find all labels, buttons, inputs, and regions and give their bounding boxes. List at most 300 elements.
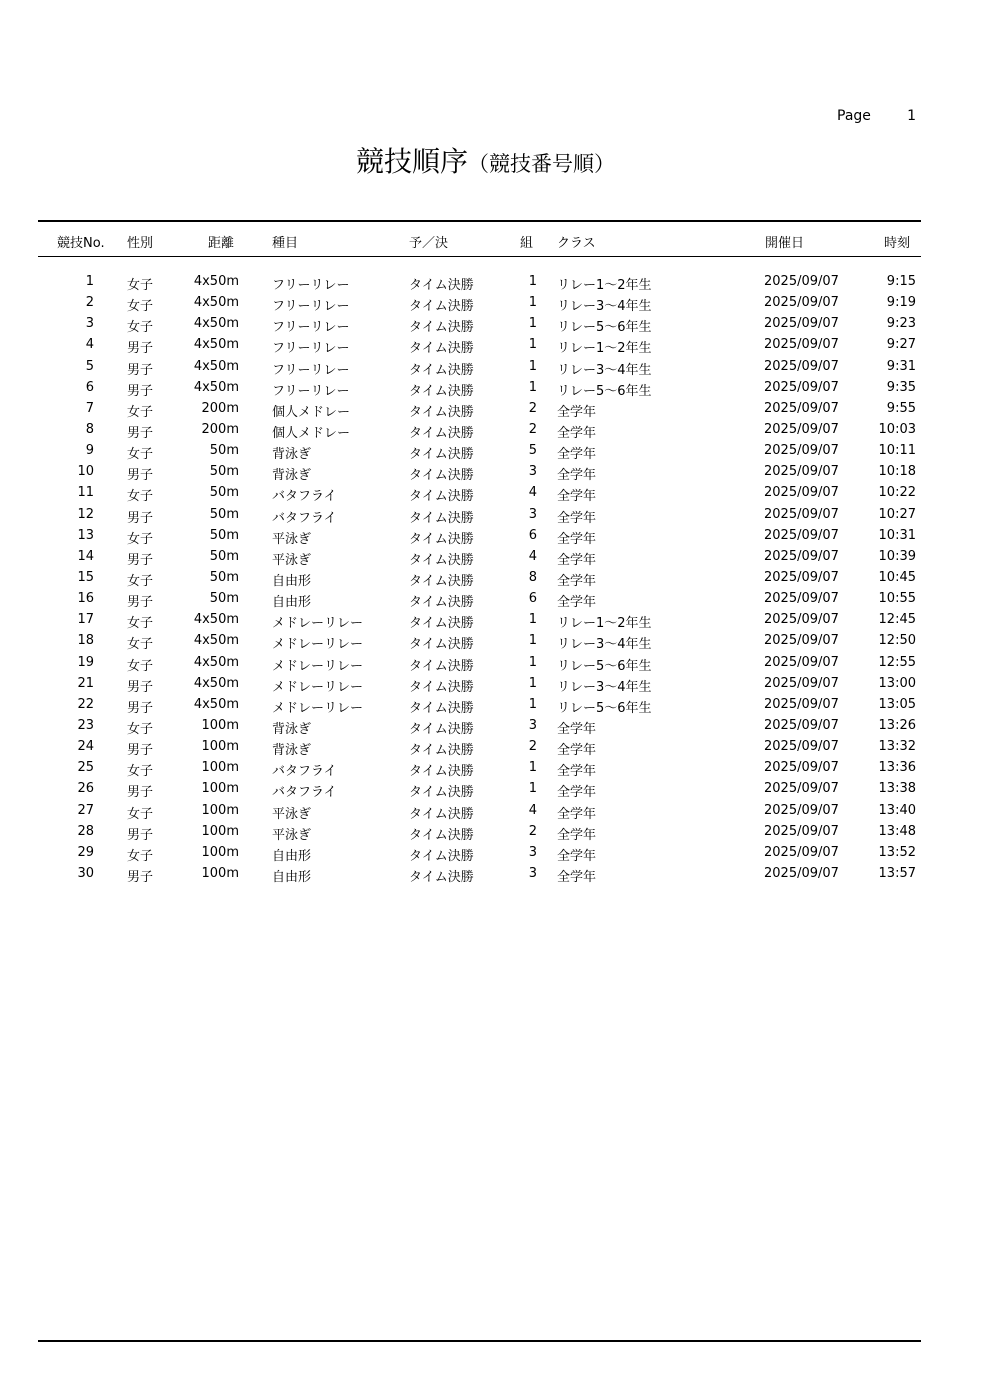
cell-class: リレー3～4年生: [557, 679, 652, 695]
cell-event-name: 平泳ぎ: [272, 827, 312, 843]
cell-distance: 200m: [201, 421, 239, 437]
cell-round: タイム決勝: [409, 573, 474, 589]
cell-class: 全学年: [557, 404, 597, 420]
cell-distance: 100m: [201, 739, 239, 755]
cell-class: リレー5～6年生: [557, 320, 652, 336]
cell-round: タイム決勝: [409, 827, 474, 843]
cell-event-name: フリーリレー: [272, 299, 350, 315]
cell-gender: 女子: [127, 489, 154, 505]
cell-event-name: バタフライ: [272, 489, 337, 505]
cell-start-time: 12:55: [878, 654, 916, 670]
cell-event-no: 3: [85, 316, 94, 332]
cell-gender: 男子: [127, 827, 154, 843]
column-header-no: 競技No.: [57, 236, 105, 251]
cell-heats: 4: [528, 802, 537, 818]
table-row: [0, 335, 989, 356]
cell-gender: 男子: [127, 869, 154, 885]
cell-event-no: 21: [77, 675, 94, 691]
cell-date: 2025/09/07: [764, 865, 839, 881]
cell-gender: 男子: [127, 552, 154, 568]
cell-gender: 女子: [127, 658, 154, 674]
table-row: [0, 737, 989, 758]
cell-gender: 女子: [127, 404, 154, 420]
cell-distance: 4x50m: [193, 696, 239, 712]
table-row: [0, 547, 989, 568]
column-header-distance: 距離: [208, 236, 235, 251]
cell-gender: 女子: [127, 806, 154, 822]
cell-start-time: 9:35: [886, 379, 916, 395]
cell-round: タイム決勝: [409, 404, 474, 420]
cell-class: 全学年: [557, 510, 597, 526]
cell-class: 全学年: [557, 721, 597, 737]
cell-event-no: 18: [77, 633, 94, 649]
cell-event-name: フリーリレー: [272, 341, 350, 357]
table-row: [0, 843, 989, 864]
cell-start-time: 13:32: [878, 739, 916, 755]
cell-distance: 4x50m: [193, 675, 239, 691]
cell-class: 全学年: [557, 447, 597, 463]
cell-round: タイム決勝: [409, 362, 474, 378]
cell-start-time: 10:45: [878, 569, 916, 585]
cell-round: タイム決勝: [409, 658, 474, 674]
cell-start-time: 9:23: [886, 316, 916, 332]
cell-event-name: メドレーリレー: [272, 637, 364, 653]
cell-round: タイム決勝: [409, 637, 474, 653]
cell-heats: 2: [528, 421, 537, 437]
cell-date: 2025/09/07: [764, 633, 839, 649]
cell-round: タイム決勝: [409, 425, 474, 441]
table-row: [0, 483, 989, 504]
cell-date: 2025/09/07: [764, 443, 839, 459]
cell-start-time: 10:22: [878, 485, 916, 501]
cell-event-no: 4: [85, 337, 94, 353]
cell-date: 2025/09/07: [764, 379, 839, 395]
cell-gender: 男子: [127, 595, 154, 611]
cell-gender: 女子: [127, 637, 154, 653]
cell-round: タイム決勝: [409, 278, 474, 293]
cell-event-no: 7: [85, 400, 94, 416]
cell-start-time: 9:19: [886, 295, 916, 311]
table-row: [0, 801, 989, 822]
cell-distance: 4x50m: [193, 358, 239, 374]
cell-start-time: 9:31: [886, 358, 916, 374]
cell-event-name: 個人メドレー: [272, 404, 351, 420]
cell-gender: 女子: [127, 299, 154, 315]
cell-heats: 6: [528, 591, 537, 607]
cell-class: リレー3～4年生: [557, 299, 652, 315]
cell-heats: 2: [528, 400, 537, 416]
cell-start-time: 10:31: [878, 527, 916, 543]
cell-distance: 4x50m: [193, 337, 239, 353]
cell-round: タイム決勝: [409, 616, 474, 632]
cell-start-time: 9:55: [886, 400, 916, 416]
cell-gender: 男子: [127, 510, 154, 526]
cell-date: 2025/09/07: [764, 274, 839, 289]
table-row: [0, 822, 989, 843]
footer-rule: [38, 1340, 921, 1342]
cell-heats: 8: [528, 569, 537, 585]
cell-event-name: 自由形: [272, 848, 312, 864]
table-row: [0, 864, 989, 885]
cell-heats: 4: [528, 485, 537, 501]
cell-start-time: 10:55: [878, 591, 916, 607]
cell-heats: 1: [528, 274, 537, 289]
cell-round: タイム決勝: [409, 552, 474, 568]
cell-event-no: 15: [77, 569, 94, 585]
cell-round: タイム決勝: [409, 785, 474, 801]
cell-distance: 4x50m: [193, 654, 239, 670]
cell-event-name: 自由形: [272, 573, 312, 589]
cell-event-no: 6: [85, 379, 94, 395]
cell-distance: 100m: [201, 823, 239, 839]
cell-date: 2025/09/07: [764, 781, 839, 797]
table-row: [0, 293, 989, 314]
cell-gender: 男子: [127, 468, 154, 484]
cell-date: 2025/09/07: [764, 675, 839, 691]
cell-gender: 男子: [127, 700, 154, 716]
cell-start-time: 13:57: [878, 865, 916, 881]
cell-date: 2025/09/07: [764, 485, 839, 501]
cell-gender: 男子: [127, 341, 154, 357]
table-row: [0, 758, 989, 779]
cell-date: 2025/09/07: [764, 527, 839, 543]
cell-start-time: 13:36: [878, 760, 916, 776]
cell-start-time: 13:05: [878, 696, 916, 712]
cell-gender: 男子: [127, 785, 154, 801]
cell-event-no: 12: [77, 506, 94, 522]
cell-heats: 1: [528, 379, 537, 395]
table-row: [0, 526, 989, 547]
table-row: [0, 589, 989, 610]
cell-round: タイム決勝: [409, 489, 474, 505]
cell-distance: 4x50m: [193, 274, 239, 289]
cell-date: 2025/09/07: [764, 464, 839, 480]
cell-start-time: 10:11: [878, 443, 916, 459]
cell-round: タイム決勝: [409, 764, 474, 780]
cell-gender: 女子: [127, 616, 154, 632]
cell-start-time: 12:50: [878, 633, 916, 649]
cell-event-name: 自由形: [272, 595, 312, 611]
table-row: [0, 653, 989, 674]
table-row: [0, 631, 989, 652]
cell-event-no: 19: [77, 654, 94, 670]
cell-heats: 1: [528, 337, 537, 353]
cell-event-name: メドレーリレー: [272, 658, 364, 674]
cell-distance: 100m: [201, 865, 239, 881]
page-label: Page: [837, 108, 871, 124]
cell-heats: 1: [528, 760, 537, 776]
table-row: [0, 378, 989, 399]
cell-start-time: 9:27: [886, 337, 916, 353]
cell-gender: 女子: [127, 764, 154, 780]
cell-event-no: 10: [77, 464, 94, 480]
table-row: [0, 314, 989, 335]
cell-event-no: 2: [85, 295, 94, 311]
cell-event-no: 29: [77, 844, 94, 860]
cell-distance: 100m: [201, 802, 239, 818]
cell-distance: 4x50m: [193, 633, 239, 649]
cell-date: 2025/09/07: [764, 569, 839, 585]
cell-date: 2025/09/07: [764, 612, 839, 628]
cell-start-time: 9:15: [886, 274, 916, 289]
column-header-round: 予／決: [409, 236, 449, 251]
cell-event-name: 自由形: [272, 869, 312, 885]
cell-gender: 女子: [127, 278, 154, 293]
cell-event-name: フリーリレー: [272, 383, 350, 399]
cell-class: リレー1～2年生: [557, 616, 652, 632]
cell-date: 2025/09/07: [764, 739, 839, 755]
cell-distance: 100m: [201, 781, 239, 797]
cell-gender: 女子: [127, 721, 154, 737]
cell-date: 2025/09/07: [764, 358, 839, 374]
cell-start-time: 10:03: [878, 421, 916, 437]
page-title: [356, 140, 615, 180]
cell-event-no: 17: [77, 612, 94, 628]
cell-event-name: フリーリレー: [272, 362, 350, 378]
cell-distance: 4x50m: [193, 612, 239, 628]
column-header-heats: 組: [520, 236, 534, 251]
table-row: [0, 505, 989, 526]
cell-class: 全学年: [557, 425, 597, 441]
cell-gender: 男子: [127, 743, 154, 759]
cell-date: 2025/09/07: [764, 591, 839, 607]
cell-heats: 3: [528, 844, 537, 860]
cell-date: 2025/09/07: [764, 696, 839, 712]
cell-date: 2025/09/07: [764, 421, 839, 437]
cell-gender: 男子: [127, 679, 154, 695]
cell-gender: 女子: [127, 531, 154, 547]
table-row: [0, 674, 989, 695]
table-row: [0, 695, 989, 716]
cell-heats: 3: [528, 865, 537, 881]
cell-round: タイム決勝: [409, 447, 474, 463]
cell-date: 2025/09/07: [764, 654, 839, 670]
cell-heats: 1: [528, 358, 537, 374]
cell-class: リレー1～2年生: [557, 278, 652, 293]
cell-round: タイム決勝: [409, 531, 474, 547]
cell-round: タイム決勝: [409, 721, 474, 737]
cell-gender: 女子: [127, 848, 154, 864]
cell-distance: 4x50m: [193, 316, 239, 332]
cell-date: 2025/09/07: [764, 717, 839, 733]
cell-event-name: 平泳ぎ: [272, 552, 312, 568]
cell-heats: 5: [528, 443, 537, 459]
cell-heats: 1: [528, 696, 537, 712]
cell-date: 2025/09/07: [764, 844, 839, 860]
cell-distance: 50m: [209, 591, 239, 607]
cell-gender: 女子: [127, 573, 154, 589]
table-row: [0, 462, 989, 483]
column-header-time: 時刻: [884, 236, 911, 251]
table-row: [0, 441, 989, 462]
cell-class: リレー5～6年生: [557, 700, 652, 716]
cell-round: タイム決勝: [409, 700, 474, 716]
column-header-date: 開催日: [765, 236, 805, 251]
cell-event-no: 28: [77, 823, 94, 839]
cell-event-no: 11: [77, 485, 94, 501]
cell-class: リレー5～6年生: [557, 658, 652, 674]
cell-heats: 2: [528, 823, 537, 839]
cell-start-time: 13:00: [878, 675, 916, 691]
cell-event-name: 背泳ぎ: [272, 721, 312, 737]
cell-distance: 50m: [209, 464, 239, 480]
cell-event-no: 30: [77, 865, 94, 881]
cell-round: タイム決勝: [409, 341, 474, 357]
cell-gender: 女子: [127, 320, 154, 336]
cell-event-no: 9: [85, 443, 94, 459]
table-row: [0, 779, 989, 800]
cell-class: 全学年: [557, 489, 597, 505]
cell-heats: 3: [528, 506, 537, 522]
cell-class: リレー5～6年生: [557, 383, 652, 399]
cell-event-no: 14: [77, 548, 94, 564]
page-number: 1: [907, 108, 916, 124]
table-row: [0, 399, 989, 420]
cell-distance: 4x50m: [193, 295, 239, 311]
cell-date: 2025/09/07: [764, 760, 839, 776]
cell-heats: 3: [528, 464, 537, 480]
header-bottom-rule: [38, 256, 921, 257]
cell-start-time: 13:48: [878, 823, 916, 839]
cell-event-no: 13: [77, 527, 94, 543]
cell-event-name: 平泳ぎ: [272, 531, 312, 547]
cell-start-time: 13:38: [878, 781, 916, 797]
column-header-gender: 性別: [127, 236, 154, 251]
cell-class: 全学年: [557, 743, 597, 759]
cell-start-time: 13:52: [878, 844, 916, 860]
cell-distance: 200m: [201, 400, 239, 416]
cell-start-time: 10:18: [878, 464, 916, 480]
cell-class: リレー3～4年生: [557, 637, 652, 653]
cell-heats: 3: [528, 717, 537, 733]
table-row: [0, 420, 989, 441]
cell-gender: 男子: [127, 425, 154, 441]
cell-class: 全学年: [557, 806, 597, 822]
cell-event-name: バタフライ: [272, 785, 337, 801]
cell-event-no: 26: [77, 781, 94, 797]
cell-event-name: メドレーリレー: [272, 679, 364, 695]
cell-class: 全学年: [557, 573, 597, 589]
cell-event-no: 25: [77, 760, 94, 776]
cell-distance: 100m: [201, 760, 239, 776]
cell-heats: 1: [528, 633, 537, 649]
cell-event-name: 背泳ぎ: [272, 447, 312, 463]
cell-heats: 1: [528, 612, 537, 628]
cell-class: 全学年: [557, 785, 597, 801]
cell-date: 2025/09/07: [764, 295, 839, 311]
cell-distance: 100m: [201, 844, 239, 860]
cell-class: 全学年: [557, 848, 597, 864]
cell-date: 2025/09/07: [764, 506, 839, 522]
cell-start-time: 10:39: [878, 548, 916, 564]
cell-round: タイム決勝: [409, 869, 474, 885]
cell-start-time: 13:40: [878, 802, 916, 818]
cell-round: タイム決勝: [409, 806, 474, 822]
header-top-rule: [38, 220, 921, 222]
cell-event-name: フリーリレー: [272, 320, 350, 336]
cell-heats: 1: [528, 316, 537, 332]
cell-class: 全学年: [557, 468, 597, 484]
cell-event-no: 24: [77, 739, 94, 755]
cell-date: 2025/09/07: [764, 802, 839, 818]
cell-event-name: メドレーリレー: [272, 700, 364, 716]
page-title-main: 競技順序: [356, 145, 469, 178]
cell-start-time: 10:27: [878, 506, 916, 522]
table-row: [0, 357, 989, 378]
table-row: [0, 716, 989, 737]
cell-gender: 男子: [127, 383, 154, 399]
cell-distance: 4x50m: [193, 379, 239, 395]
cell-date: 2025/09/07: [764, 316, 839, 332]
cell-round: タイム決勝: [409, 299, 474, 315]
cell-class: 全学年: [557, 869, 597, 885]
cell-gender: 男子: [127, 362, 154, 378]
page-title-sub: （競技番号順）: [468, 152, 616, 176]
cell-date: 2025/09/07: [764, 400, 839, 416]
cell-heats: 1: [528, 654, 537, 670]
cell-event-name: メドレーリレー: [272, 616, 364, 632]
cell-event-name: 背泳ぎ: [272, 743, 312, 759]
cell-class: 全学年: [557, 531, 597, 547]
cell-event-no: 8: [85, 421, 94, 437]
cell-round: タイム決勝: [409, 848, 474, 864]
cell-date: 2025/09/07: [764, 548, 839, 564]
cell-event-no: 22: [77, 696, 94, 712]
cell-round: タイム決勝: [409, 510, 474, 526]
cell-round: タイム決勝: [409, 383, 474, 399]
cell-event-name: 平泳ぎ: [272, 806, 312, 822]
cell-heats: 4: [528, 548, 537, 564]
cell-event-name: 個人メドレー: [272, 425, 351, 441]
cell-class: 全学年: [557, 827, 597, 843]
cell-heats: 1: [528, 295, 537, 311]
table-row: [0, 272, 989, 293]
cell-round: タイム決勝: [409, 743, 474, 759]
cell-event-name: バタフライ: [272, 510, 337, 526]
table-row: [0, 610, 989, 631]
cell-distance: 100m: [201, 717, 239, 733]
cell-heats: 1: [528, 675, 537, 691]
cell-date: 2025/09/07: [764, 823, 839, 839]
cell-class: リレー3～4年生: [557, 362, 652, 378]
cell-event-no: 5: [85, 358, 94, 374]
column-header-class: クラス: [557, 236, 596, 251]
cell-event-no: 1: [85, 274, 94, 289]
cell-class: 全学年: [557, 595, 597, 611]
cell-distance: 50m: [209, 506, 239, 522]
cell-class: 全学年: [557, 764, 597, 780]
cell-distance: 50m: [209, 548, 239, 564]
cell-distance: 50m: [209, 527, 239, 543]
cell-round: タイム決勝: [409, 468, 474, 484]
cell-distance: 50m: [209, 485, 239, 501]
cell-event-name: バタフライ: [272, 764, 337, 780]
cell-event-no: 23: [77, 717, 94, 733]
cell-heats: 2: [528, 739, 537, 755]
cell-class: 全学年: [557, 552, 597, 568]
cell-class: リレー1～2年生: [557, 341, 652, 357]
column-header-event: 種目: [272, 236, 299, 251]
cell-round: タイム決勝: [409, 679, 474, 695]
cell-heats: 6: [528, 527, 537, 543]
table-row: [0, 568, 989, 589]
event-table-body: [0, 272, 989, 885]
cell-event-no: 27: [77, 802, 94, 818]
cell-gender: 女子: [127, 447, 154, 463]
cell-start-time: 12:45: [878, 612, 916, 628]
cell-round: タイム決勝: [409, 320, 474, 336]
cell-date: 2025/09/07: [764, 337, 839, 353]
